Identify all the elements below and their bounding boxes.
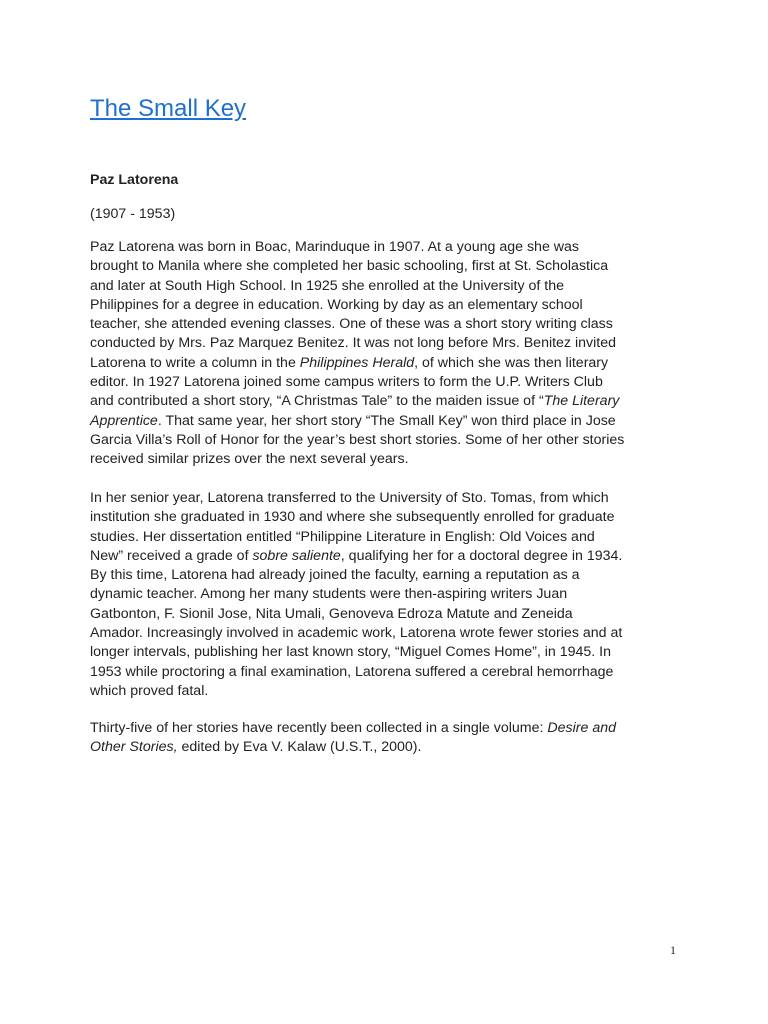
italic-title: Apprentice: [90, 412, 158, 429]
italic-title: Other Stories,: [90, 739, 178, 756]
text-line: Garcia Villa’s Roll of Honor for the year’s best short stories. Some of her other stories: [90, 431, 625, 448]
text-line: Paz Latorena was born in Boac, Marinduque in 1907. At a young age she was: [90, 239, 580, 255]
italic-title: sobre saliente: [252, 547, 341, 564]
italic-title: Philippines Herald: [299, 354, 415, 371]
text-line: editor. In 1927 Latorena joined some campus writers to form the U.P. Writers Club: [90, 374, 603, 391]
text-line: New” received a grade of sobre saliente, qualifying her for a doctoral degree in 1934.: [90, 547, 623, 564]
text-line: received similar prizes over the next several years.: [90, 451, 409, 468]
text-line: studies. Her dissertation entitled “Philippine Literature in English: Old Voices and: [90, 528, 595, 545]
text-line: Gatbonton, F. Sionil Jose, Nita Umali, Genoveva Edroza Matute and Zeneida: [90, 605, 573, 622]
biography-paragraph-2: [90, 489, 622, 701]
text-line: Amador. Increasingly involved in academic work, Latorena wrote fewer stories and at: [90, 625, 623, 642]
text-line: Latorena to write a column in the Philippines Herald, of which she was then literary: [90, 354, 609, 371]
text-line: longer intervals, publishing her last known story, “Miguel Comes Home”, in 1945. In: [90, 644, 611, 661]
text-line: and contributed a short story, “A Christmas Tale” to the maiden issue of “The Literary: [90, 393, 620, 410]
author-name: Paz Latorena: [90, 172, 179, 188]
text-line: conducted by Mrs. Paz Marquez Benitez. It was not long before Mrs. Benitez invited: [90, 335, 616, 352]
text-line: which proved fatal.: [90, 682, 209, 699]
text-line: and later at South High School. In 1925 she enrolled at the University of the: [90, 277, 564, 294]
text-line: brought to Manila where she completed her basic schooling, first at St. Scholastica: [90, 258, 609, 275]
text-line: In her senior year, Latorena transferred to the University of Sto. Tomas, from which: [90, 490, 609, 506]
italic-title: The Literary: [543, 393, 620, 410]
text-line: teacher, she attended evening classes. One of these was a short story writing class: [90, 316, 613, 333]
text-line: Other Stories, edited by Eva V. Kalaw (U.S.T., 2000).: [90, 739, 422, 756]
text-line: By this time, Latorena had already joined the faculty, earning a reputation as a: [90, 567, 580, 584]
text-line: Apprentice. That same year, her short story “The Small Key” won third place in Jose: [90, 412, 616, 429]
page-number: 1: [670, 943, 676, 957]
text-line: Thirty-five of her stories have recently been collected in a single volume: Desire and: [90, 720, 616, 736]
biography-paragraph-3: [90, 719, 616, 758]
text-line: Philippines for a degree in education. Working by day as an elementary school: [90, 296, 583, 313]
author-lifespan: (1907 - 1953): [90, 206, 176, 222]
text-line: institution she graduated in 1930 and where she subsequently enrolled for graduate: [90, 509, 615, 526]
text-line: 1953 while proctoring a final examination, Latorena suffered a cerebral hemorrhage: [90, 663, 614, 680]
text-line: dynamic teacher. Among her many students were then-aspiring writers Juan: [90, 586, 568, 603]
italic-title: Desire and: [547, 720, 616, 736]
document-title-link[interactable]: The Small Key: [90, 95, 247, 122]
biography-paragraph-1: [90, 238, 624, 470]
